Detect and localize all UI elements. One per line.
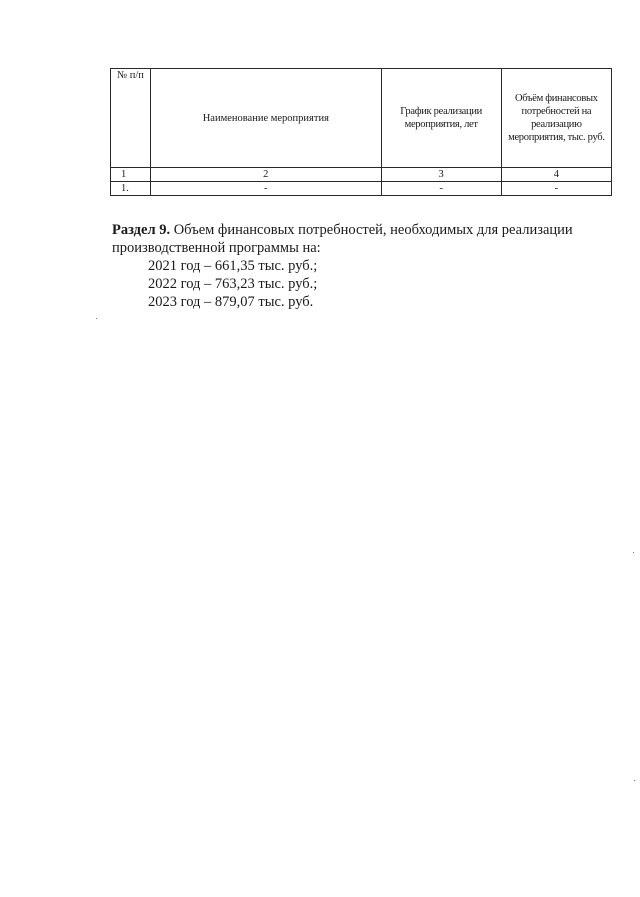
scan-speck xyxy=(96,318,97,319)
section-title: Раздел 9. xyxy=(112,222,171,238)
column-number: 4 xyxy=(501,168,611,182)
scan-speck xyxy=(633,552,634,553)
header-finance: Объём финансовых потребностей на реализацию мероприятия, тыс. руб. xyxy=(501,69,611,168)
section-intro: Объем финансовых потребностей, необходимых для реализации производственной программы на: xyxy=(112,222,573,256)
header-number: № п/п xyxy=(111,69,151,168)
row-schedule: - xyxy=(381,182,501,196)
scan-speck xyxy=(634,780,635,781)
activities-table xyxy=(110,68,612,196)
column-number: 1 xyxy=(111,168,151,182)
row-finance: - xyxy=(501,182,611,196)
column-number-row xyxy=(111,168,612,182)
row-activity-name: - xyxy=(151,182,381,196)
section-paragraph xyxy=(112,221,612,257)
header-activity-name: Наименование мероприятия xyxy=(151,69,381,168)
year-item: 2023 год – 879,07 тыс. руб. xyxy=(148,294,314,310)
column-number: 2 xyxy=(151,168,381,182)
row-number: 1. xyxy=(111,182,151,196)
column-number: 3 xyxy=(381,168,501,182)
table-row xyxy=(111,182,612,196)
section-9 xyxy=(112,221,612,311)
year-item: 2022 год – 763,23 тыс. руб.; xyxy=(148,276,318,292)
header-schedule: График реализации мероприятия, лет xyxy=(381,69,501,168)
year-item: 2021 год – 661,35 тыс. руб.; xyxy=(148,258,318,274)
table-header-row xyxy=(111,69,612,168)
